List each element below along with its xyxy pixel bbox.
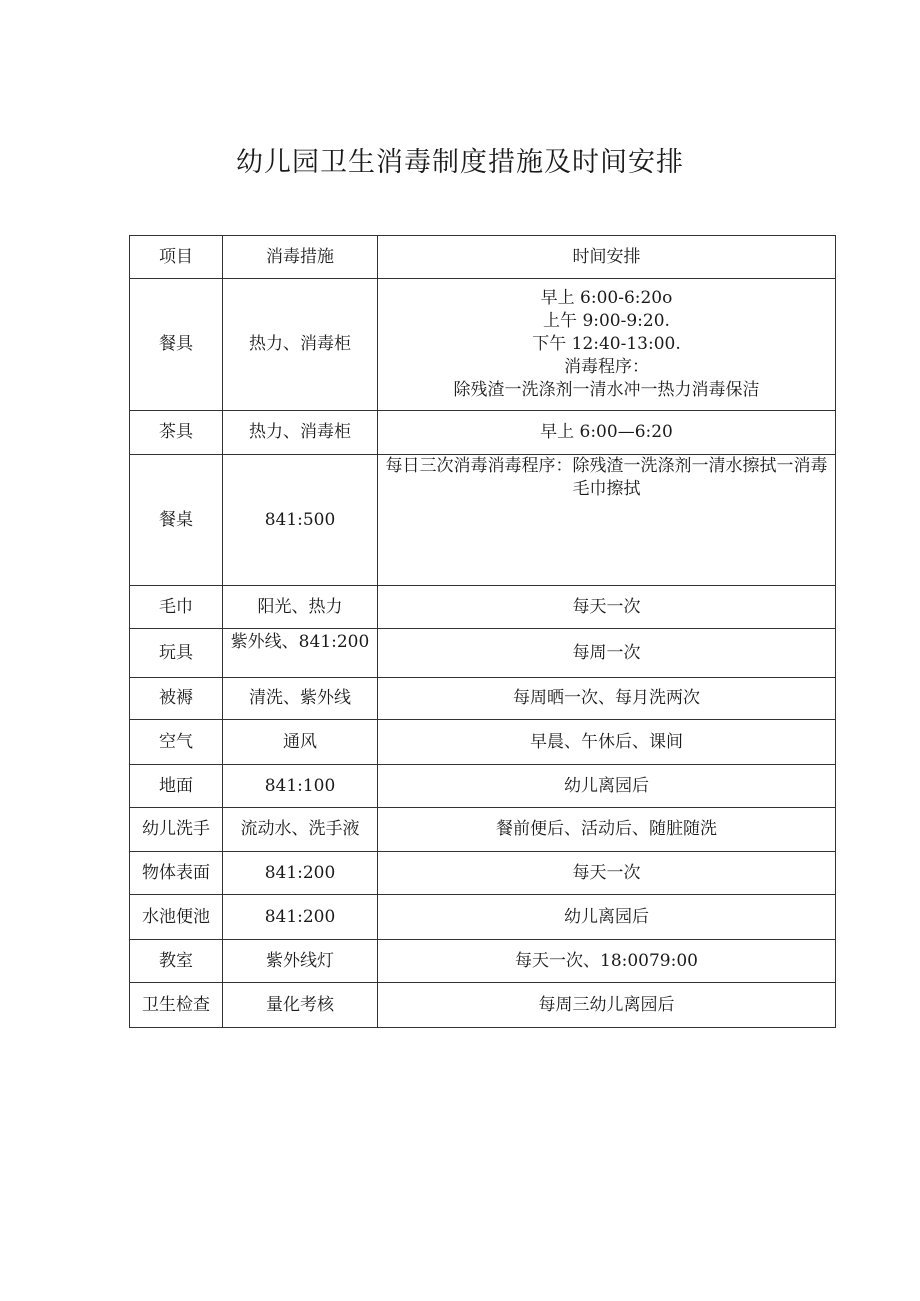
cell-schedule: 每周晒一次、每月洗两次 — [378, 678, 836, 720]
cell-measure: 阳光、热力 — [223, 586, 378, 629]
cell-item: 卫生检查 — [130, 983, 223, 1028]
schedule-line: 除残渣一洗涤剂一清水冲一热力消毒保洁 — [453, 380, 760, 400]
schedule-line: 上午 9:00-9:20. — [543, 311, 670, 331]
cell-measure: 热力、消毒柜 — [223, 411, 378, 455]
table-row — [130, 940, 836, 983]
table-row — [130, 983, 836, 1028]
table-row — [130, 455, 836, 586]
cell-measure: 841:200 — [223, 852, 378, 895]
cell-item: 幼儿洗手 — [130, 808, 223, 852]
cell-schedule: 每周三幼儿离园后 — [378, 983, 836, 1028]
cell-schedule: 每天一次、18:0079:00 — [378, 940, 836, 983]
cell-schedule: 幼儿离园后 — [378, 765, 836, 808]
header-item: 项目 — [130, 236, 223, 279]
cell-item: 茶具 — [130, 411, 223, 455]
cell-item: 水池便池 — [130, 895, 223, 940]
table-row — [130, 411, 836, 455]
header-measure: 消毒措施 — [223, 236, 378, 279]
cell-item: 餐具 — [130, 279, 223, 411]
cell-measure: 841:500 — [223, 455, 378, 586]
page-title: 幼儿园卫生消毒制度措施及时间安排 — [236, 147, 684, 178]
table-row — [130, 629, 836, 678]
table-row — [130, 279, 836, 411]
cell-item: 餐桌 — [130, 455, 223, 586]
disinfection-schedule-table — [129, 235, 836, 1028]
cell-item: 玩具 — [130, 629, 223, 678]
cell-schedule: 早上 6:00—6:20 — [378, 411, 836, 455]
cell-schedule: 每日三次消毒消毒程序：除残渣一洗涤剂一清水擦拭一消毒毛巾擦拭 — [378, 455, 836, 586]
cell-measure: 清洗、紫外线 — [223, 678, 378, 720]
table-row — [130, 765, 836, 808]
cell-measure: 紫外线灯 — [223, 940, 378, 983]
cell-item: 地面 — [130, 765, 223, 808]
cell-item: 毛巾 — [130, 586, 223, 629]
schedule-line: 消毒程序： — [564, 357, 649, 377]
table-row — [130, 895, 836, 940]
cell-item: 被褥 — [130, 678, 223, 720]
cell-item: 空气 — [130, 720, 223, 765]
schedule-line: 下午 12:40-13:00. — [532, 334, 681, 354]
table-header-row — [130, 236, 836, 279]
cell-measure: 热力、消毒柜 — [223, 279, 378, 411]
cell-schedule — [378, 279, 836, 411]
table-row — [130, 808, 836, 852]
cell-measure: 量化考核 — [223, 983, 378, 1028]
table-row — [130, 586, 836, 629]
cell-item: 教室 — [130, 940, 223, 983]
table-row — [130, 720, 836, 765]
cell-schedule: 每天一次 — [378, 852, 836, 895]
table-row — [130, 678, 836, 720]
cell-measure: 841:200 — [223, 895, 378, 940]
cell-schedule: 餐前便后、活动后、随脏随洗 — [378, 808, 836, 852]
cell-schedule: 每天一次 — [378, 586, 836, 629]
cell-measure: 紫外线、841:200 — [223, 629, 378, 678]
cell-item: 物体表面 — [130, 852, 223, 895]
cell-schedule: 每周一次 — [378, 629, 836, 678]
table-row — [130, 852, 836, 895]
cell-measure: 841:100 — [223, 765, 378, 808]
cell-schedule: 幼儿离园后 — [378, 895, 836, 940]
cell-measure: 流动水、洗手液 — [223, 808, 378, 852]
cell-schedule: 早晨、午休后、课间 — [378, 720, 836, 765]
cell-measure: 通风 — [223, 720, 378, 765]
header-schedule: 时间安排 — [378, 236, 836, 279]
schedule-line: 早上 6:00-6:20o — [540, 288, 673, 308]
